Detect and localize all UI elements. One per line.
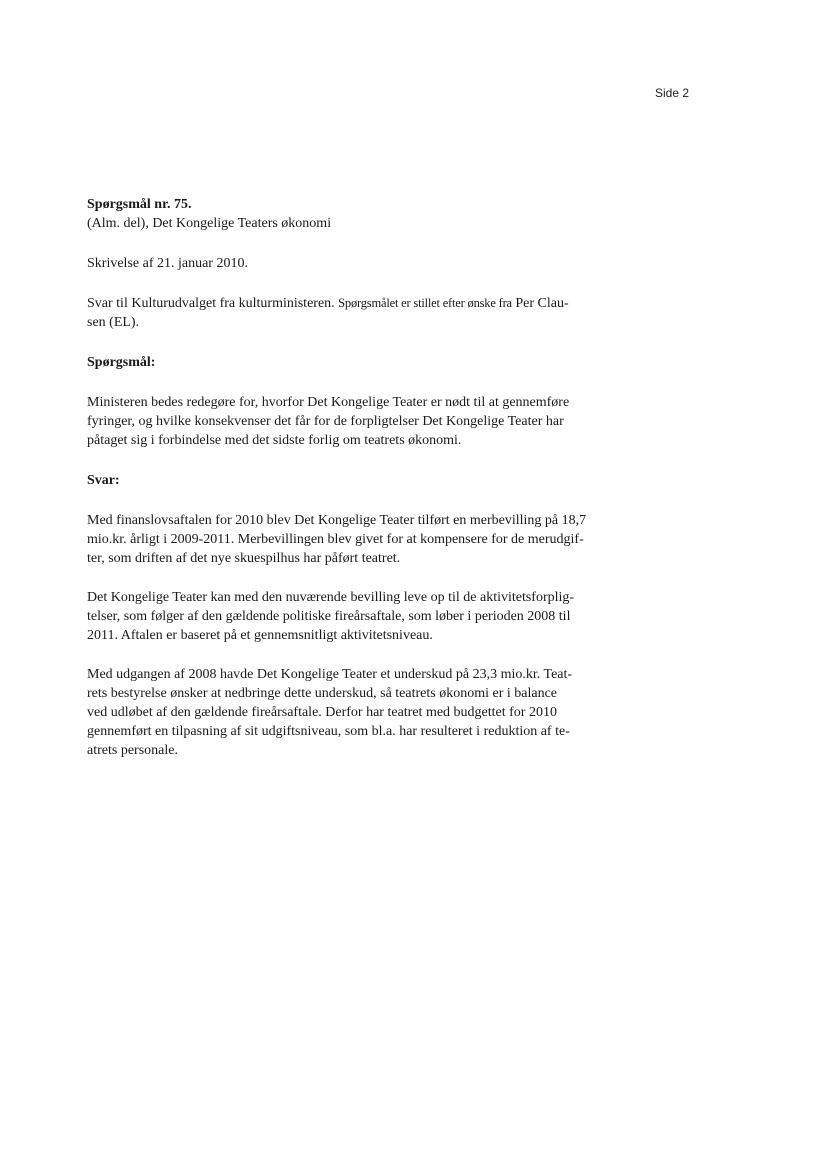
question-line: påtaget sig i forbindelse med det sidste forlig om teatrets økonomi. bbox=[87, 433, 462, 448]
answer-line: Med finanslovsaftalen for 2010 blev Det Kongelige Teater tilført en merbevilling på 18,7 bbox=[87, 513, 587, 528]
question-heading: Spørgsmål: bbox=[87, 355, 156, 370]
answer-paragraph-2 bbox=[87, 588, 667, 645]
answer-paragraph-3 bbox=[87, 665, 667, 760]
question-line: Ministeren bedes redegøre for, hvorfor Det Kongelige Teater er nødt til at gennemføre bbox=[87, 395, 570, 410]
intro-line-1 bbox=[87, 294, 667, 313]
answer-line: Det Kongelige Teater kan med den nuværende bevilling leve op til de aktivitetsforplig- bbox=[87, 590, 575, 605]
intro-part-3: Per Clau- bbox=[515, 296, 569, 311]
answer-line: rets bestyrelse ønsker at nedbringe dette underskud, så teatrets økonomi er i balance bbox=[87, 686, 558, 701]
answer-heading: Svar: bbox=[87, 473, 120, 488]
question-line: fyringer, og hvilke konsekvenser det får for de forpligtelser Det Kongelige Teater har bbox=[87, 414, 564, 429]
intro-part-2: Spørgsmålet er stillet efter ønske fra bbox=[338, 296, 512, 310]
answer-line: Med udgangen af 2008 havde Det Kongelige Teater et underskud på 23,3 mio.kr. Teat- bbox=[87, 667, 573, 682]
answer-paragraph-1 bbox=[87, 511, 667, 568]
intro-part-1: Svar til Kulturudvalget fra kulturministeren. bbox=[87, 296, 335, 311]
question-paragraph bbox=[87, 393, 667, 450]
answer-line: gennemført en tilpasning af sit udgiftsniveau, som bl.a. har resulteret i reduktion af te- bbox=[87, 724, 570, 739]
intro-paragraph bbox=[87, 294, 667, 332]
intro-line-2: sen (EL). bbox=[87, 315, 140, 330]
document-body bbox=[87, 195, 667, 760]
answer-line: 2011. Aftalen er baseret på et gennemsnitligt aktivitetsniveau. bbox=[87, 628, 433, 643]
answer-line: ved udløbet af den gældende fireårsaftale. Derfor har teatret med budgettet for 2010 bbox=[87, 705, 557, 720]
answer-line: mio.kr. årligt i 2009-2011. Merbevillingen blev givet for at kompensere for de merudgif- bbox=[87, 532, 584, 547]
question-subtitle: (Alm. del), Det Kongelige Teaters økonomi bbox=[87, 216, 332, 231]
question-number-title: Spørgsmål nr. 75. bbox=[87, 197, 192, 212]
letter-date: Skrivelse af 21. januar 2010. bbox=[87, 256, 248, 271]
answer-line: ter, som driften af det nye skuespilhus har påført teatret. bbox=[87, 551, 401, 566]
page-number: Side 2 bbox=[654, 86, 689, 100]
answer-line: telser, som følger af den gældende politiske fireårsaftale, som løber i perioden 2008 til bbox=[87, 609, 571, 624]
answer-line: atrets personale. bbox=[87, 743, 178, 758]
